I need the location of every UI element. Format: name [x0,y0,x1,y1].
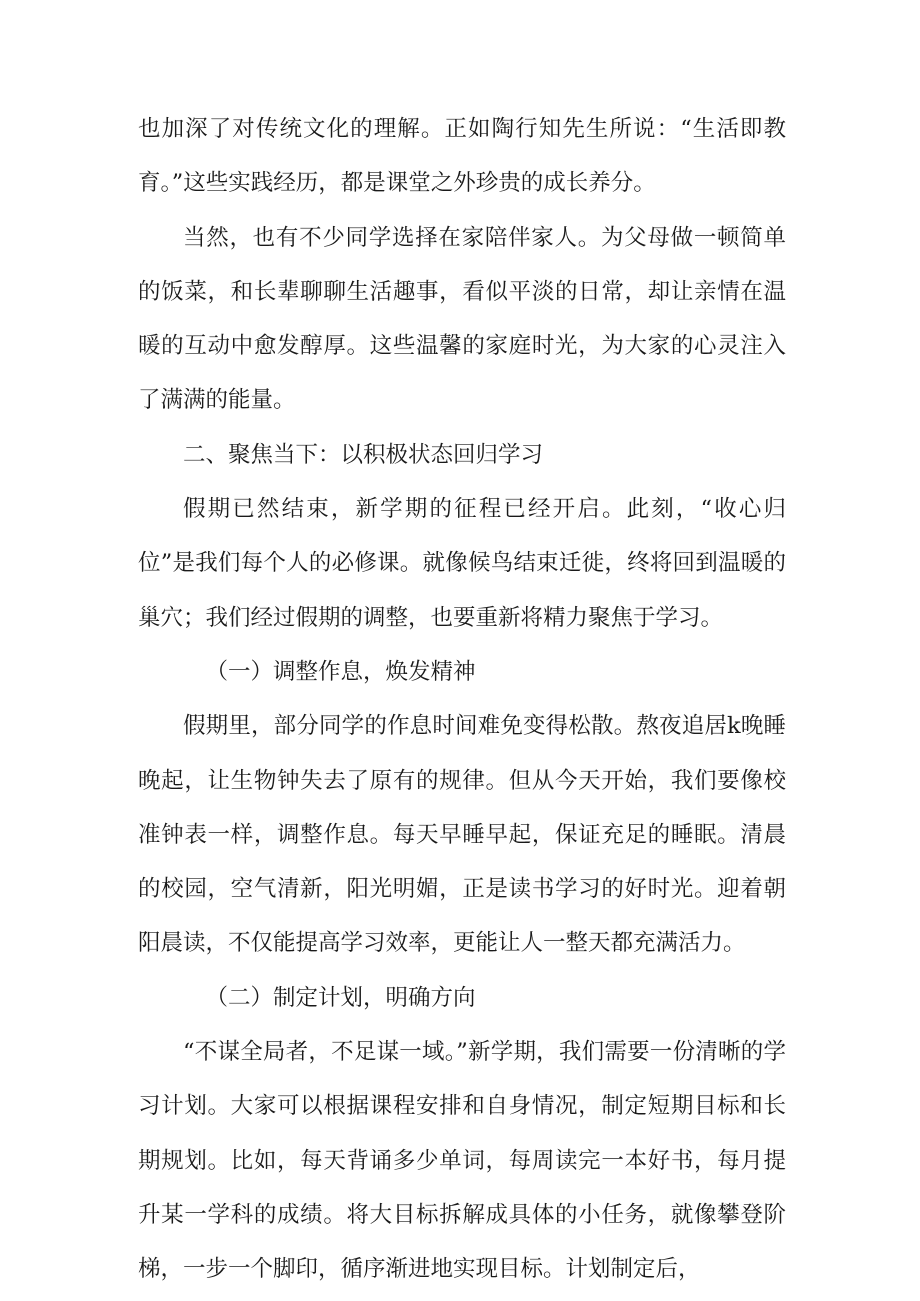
paragraph-planning: “不谋全局者，不足谋一域。”新学期，我们需要一份清晰的学习计划。大家可以根据课程安排和自身情况，制定短期目标和长期规划。比如，每天背诵多少单词，每周读完一本好书，每月提升某一学科的成绩。将大目标拆解成具体的小任务，就像攀登阶梯，一步一个脚印，循序渐进地实现目标。计划制定后， [138,1039,786,1283]
subheading-2: （二）制定计划，明确方向 [205,984,476,1011]
paragraph-back-to-study: 假期已然结束，新学期的征程已经开启。此刻，“收心归位”是我们每个人的必修课。就像候鸟结束迁徙，终将回到温暖的巢穴；我们经过假期的调整，也要重新将精力聚焦于学习。 [138,496,786,631]
paragraph-continued: 也加深了对传统文化的理解。正如陶行知先生所说：“生活即教育。”这些实践经历，都是课堂之外珍贵的成长养分。 [138,116,786,197]
body-text [138,102,786,1297]
subheading-1: （一）调整作息，焕发精神 [205,658,476,685]
paragraph-schedule: 假期里，部分同学的作息时间难免变得松散。熬夜追居k晚睡晚起，让生物钟失去了原有的规律。但从今天开始，我们要像校准钟表一样，调整作息。每天早睡早起，保证充足的睡眠。清晨的校园，空气清新，阳光明媚，正是读书学习的好时光。迎着朝阳晨读，不仅能提高学习效率，更能让人一整天都充满活力。 [138,713,786,957]
section-heading-2: 二、聚焦当下：以积极状态回归学习 [183,441,544,468]
paragraph-family-time: 当然，也有不少同学选择在家陪伴家人。为父母做一顿简单的饭菜，和长辈聊聊生活趣事，看似平淡的日常，却让亲情在温暖的互动中愈发醇厚。这些温馨的家庭时光，为大家的心灵注入了满满的能量。 [138,224,786,414]
